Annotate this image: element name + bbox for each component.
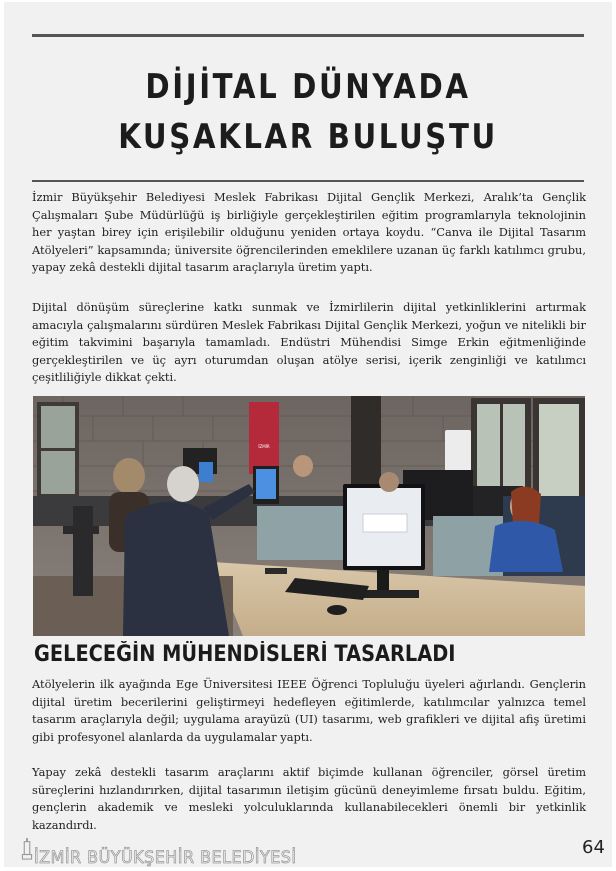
- body-paragraph: Dijital dönüşüm süreçlerine katkı sunmak ve İzmirlilerin dijital yetkinliklerini artırmak amacıyla çalışmalarını sürdüren Meslek Fabrikası Dijital Gençlik Merkezi, yoğun ve nitelikli bir eğitim takvimini başarıyla tamamladı. Endüstri Mühendisi Simge Erkin eğitmenliğinde gerçekleştirilen ve üç ayrı oturumdan oluşan atölye serisi, içerik zenginliği ve katılımcı çeşitliliğiyle dikkat çekti.: [32, 300, 586, 385]
- title-divider: [32, 180, 584, 182]
- article-title: [71, 62, 546, 162]
- publisher-name: İZMİR BÜYÜKŞEHİR BELEDİYESİ: [34, 848, 297, 867]
- top-divider: [32, 34, 584, 37]
- intro-paragraph: İzmir Büyükşehir Belediyesi Meslek Fabrikası Dijital Gençlik Merkezi, Aralık’ta Gençlik Çalışmaları Şube Müdürlüğü iş birliğiyle gerçekleştirilen eğitim programlarıyla teknolojinin her yaştan birey için erişilebilir olduğunu yeniden ortaya koydu. “Canva ile Dijital Tasarım Atölyeleri” kapsamında; üniversite öğrencilerinden emeklilere uzanan üç farklı katılımcı grubu, yapay zekâ destekli dijital tasarım araçlarıyla üretim yaptı.: [32, 190, 586, 275]
- section-paragraph-2: Yapay zekâ destekli tasarım araçlarını aktif biçimde kullanan öğrenciler, görsel üretim süreçlerini hızlandırırken, dijital tasarımın iletişim gücünü deneyimleme fırsatı buldu. Eğitim, gençlerin akademik ve mesleki yolculuklarında kullanabilecekleri önemli bir yetkinlik kazandırdı.: [32, 765, 586, 832]
- workshop-photo: [33, 396, 585, 636]
- section-paragraph-1: Atölyelerin ilk ayağında Ege Üniversitesi IEEE Öğrenci Topluluğu üyeleri ağırlandı. Gençlerin dijital üretim becerilerini geliştirmeyi hedefleyen eğitimlerde, katılımcılar yalnızca temel tasarım araçlarıyla değil; uygulama arayüzü (UI) tasarımı, web grafikleri ve dijital afiş üretimi gibi profesyonel alanlarda da uygulamalar yaptı.: [32, 677, 586, 744]
- title-line-2: KUŞAKLAR BULUŞTU: [118, 117, 498, 157]
- page-number: 64: [582, 837, 605, 858]
- title-line-1: DİJİTAL DÜNYADA: [145, 67, 471, 107]
- section-heading: GELECEĞİN MÜHENDİSLERİ TASARLADI: [34, 642, 456, 667]
- magazine-page: [4, 2, 612, 867]
- municipality-tower-icon: [20, 838, 34, 860]
- svg-text:İZMİR: İZMİR: [258, 444, 270, 449]
